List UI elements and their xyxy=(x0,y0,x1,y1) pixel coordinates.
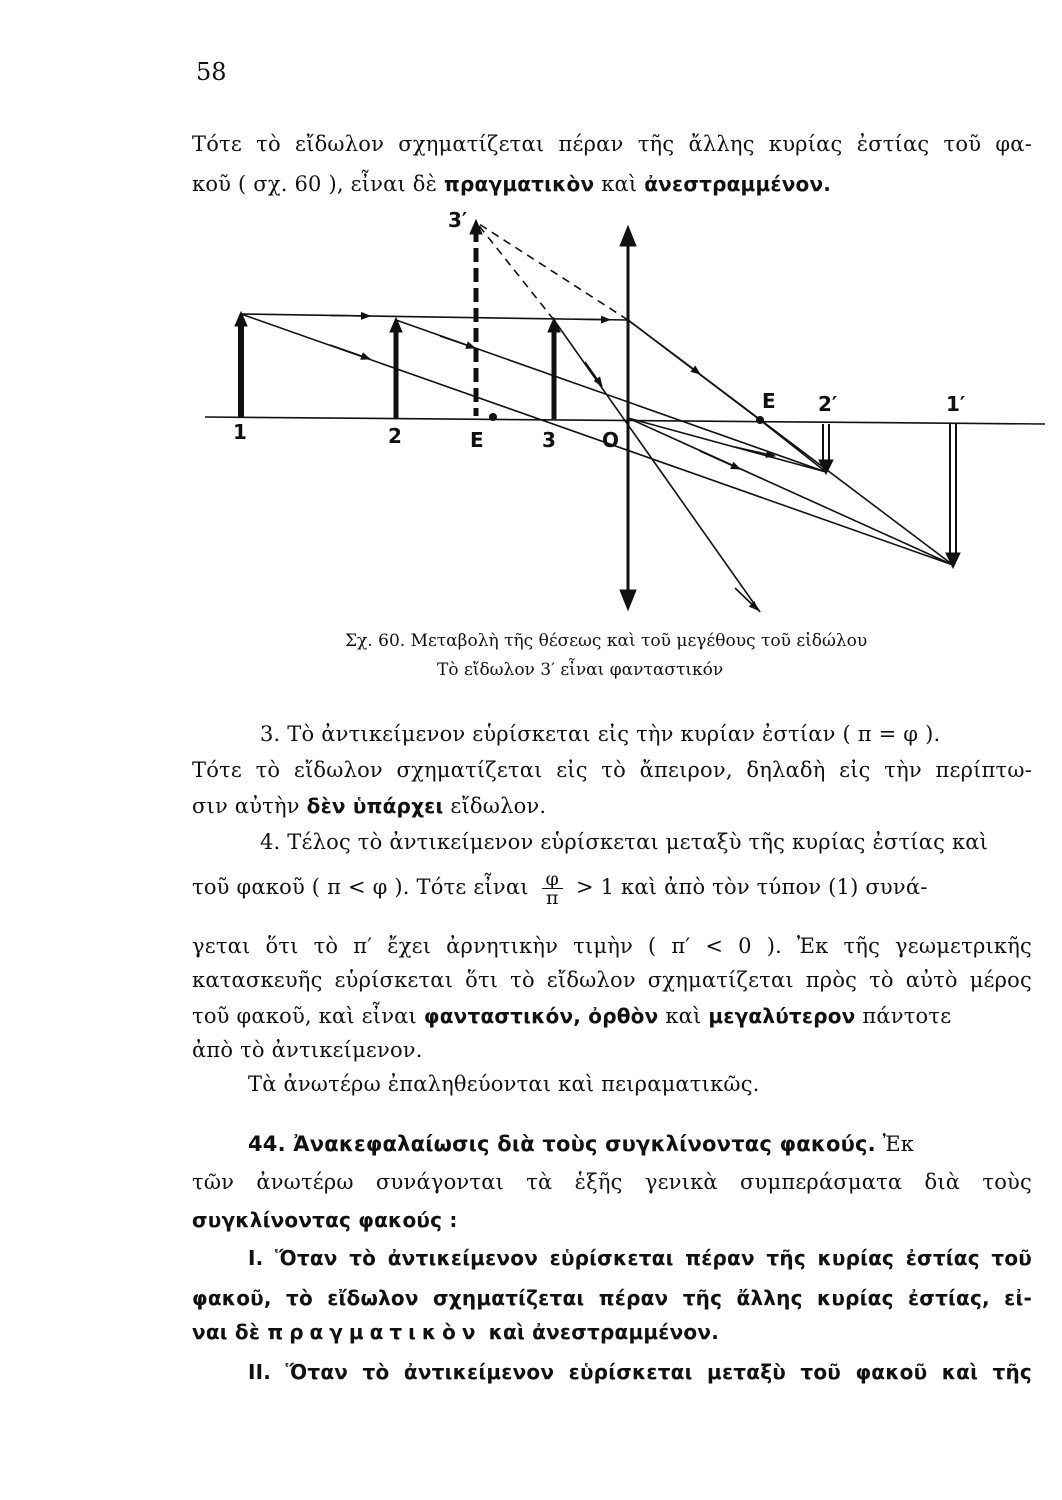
text-fragment: σιν αὐτὴν xyxy=(192,794,300,818)
ray-refracted-2b xyxy=(628,418,953,565)
bold-term-real: πραγματικὸν xyxy=(444,172,595,196)
dashed-extension-1 xyxy=(476,222,628,320)
ray-refracted-2b-arrow xyxy=(700,451,740,469)
section-3-line-2: Τότε τὸ εἴδωλον σχηματίζεται εἰς τὸ ἄπειρον, δηλαδὴ εἰς τὴν περίπτω- xyxy=(192,758,1032,782)
section-44-title: 44. Ἀνακεφαλαίωσις διὰ τοὺς συγκλίνοντας φακούς. xyxy=(248,1132,876,1156)
bold-term-no-image: δὲν ὑπάρχει xyxy=(306,794,444,818)
ray-central-1-arrow xyxy=(330,345,370,359)
text-fragment: τοῦ φακοῦ ( π < φ ). Τότε εἶναι xyxy=(192,875,529,899)
focal-point-left xyxy=(489,413,497,421)
label-o: O xyxy=(602,428,620,452)
text-fragment: > 1 καὶ ἀπὸ τὸν τύπον (1) συνά- xyxy=(575,875,928,899)
conclusion-1-line-1: I. Ὅταν τὸ ἀντικείμενον εὑρίσκεται πέραν τῆς κυρίας ἐστίας τοῦ xyxy=(248,1246,1032,1270)
conclusion-1-line-3 xyxy=(192,1318,1032,1346)
text-fragment: καὶ xyxy=(601,172,638,196)
label-3: 3 xyxy=(542,428,556,452)
ray-focus-right xyxy=(628,320,760,420)
section-3-line-3 xyxy=(192,792,1032,820)
bold-term-larger: μεγαλύτερον xyxy=(708,1004,856,1028)
conclusion-2-line-1: II. Ὅταν τὸ ἀντικείμενον εὑρίσκεται μεταξὺ τοῦ φακοῦ καὶ τῆς xyxy=(248,1360,1032,1384)
text-fragment: καὶ xyxy=(665,1004,702,1028)
ray-central-3-arrow xyxy=(585,362,602,386)
figure-caption-line-1: Σχ. 60. Μεταβολὴ τῆς θέσεως καὶ τοῦ μεγέθους τοῦ εἰδώλου xyxy=(345,631,868,651)
dashed-extension-2 xyxy=(476,222,554,320)
text-fragment: Ἐκ xyxy=(882,1132,915,1156)
bold-term-inverted: ἀνεστραμμένον. xyxy=(644,172,832,196)
conclusion-1-line-2: φακοῦ, τὸ εἴδωλον σχηματίζεται πέραν τῆς ἄλλης κυρίας ἐστίας, εἰ- xyxy=(192,1286,1032,1310)
focal-point-right xyxy=(756,416,764,424)
text-fragment: πάντοτε xyxy=(862,1004,952,1028)
section-4-line-7: Τὰ ἀνωτέρω ἐπαληθεύονται καὶ πειραματικῶς. xyxy=(248,1072,760,1096)
text-fragment: τοῦ φακοῦ, καὶ εἶναι xyxy=(192,1004,417,1028)
section-4-line-1: 4. Τέλος τὸ ἀντικείμενον εὑρίσκεται μεταξὺ τῆς κυρίας ἐστίας καὶ xyxy=(260,830,989,854)
text-fragment: καὶ ἀνεστραμμένον. xyxy=(488,1320,719,1344)
paragraph-top-line-1: Τότε τὸ εἴδωλον σχηματίζεται πέραν τῆς ἄλλης κυρίας ἐστίας τοῦ φα- xyxy=(192,132,1032,156)
fraction-numerator: φ xyxy=(542,870,564,889)
label-3-prime: 3′ xyxy=(448,208,468,232)
ray-parallel-arrow xyxy=(330,315,370,316)
section-3-line-1: 3. Τὸ ἀντικείμενον εὑρίσκεται εἰς τὴν κυρίαν ἐστίαν ( π = φ ). xyxy=(260,722,941,746)
fraction-phi-over-pi xyxy=(542,870,564,907)
lens-arrow-bottom xyxy=(620,590,636,610)
text-fragment: ναι δὲ xyxy=(192,1320,261,1344)
label-e-right: E xyxy=(762,389,776,413)
ray-parallel-1 xyxy=(241,314,628,320)
label-e-left: E xyxy=(470,428,484,452)
ray-focus-right-2 xyxy=(760,420,826,472)
ray-central-3-out-arrow xyxy=(735,588,758,610)
section-44-line-2: τῶν ἀνωτέρω συνάγονται τὰ ἑξῆς γενικὰ συμπεράσματα διὰ τοὺς xyxy=(192,1170,1032,1194)
ray-diagram-figure xyxy=(0,0,1062,700)
spaced-term-real: πραγματικὸν xyxy=(267,1320,482,1344)
lens-arrow-top xyxy=(620,226,636,246)
label-1-prime: 1′ xyxy=(946,392,966,416)
page-number: 58 xyxy=(196,58,227,86)
label-2-prime: 2′ xyxy=(818,392,838,416)
label-1: 1 xyxy=(233,420,247,444)
text-fragment: κοῦ ( σχ. 60 ), εἶναι δὲ xyxy=(192,172,438,196)
ray-central-3 xyxy=(554,320,760,612)
section-44-line-3: συγκλίνοντας φακούς : xyxy=(192,1208,458,1232)
section-4-line-4: κατασκευῆς εὑρίσκεται ὅτι τὸ εἴδωλον σχηματίζεται πρὸς τὸ αὐτὸ μέρος xyxy=(192,968,1032,992)
figure-caption-line-2: Τὸ εἴδωλον 3′ εἶναι φανταστικόν xyxy=(437,660,724,680)
label-2: 2 xyxy=(388,424,402,448)
text-fragment: εἴδωλον. xyxy=(450,794,547,818)
fraction-denominator: π xyxy=(545,887,559,909)
section-4-line-6: ἀπὸ τὸ ἀντικείμενον. xyxy=(192,1038,423,1062)
section-4-line-5 xyxy=(192,1002,1032,1030)
section-44-title-line xyxy=(248,1130,1032,1158)
ray-central-2-arrow xyxy=(440,336,475,348)
ray-parallel-3-arrow xyxy=(575,319,610,320)
section-4-line-2 xyxy=(192,870,1032,907)
image-2-prime-tip xyxy=(819,460,833,474)
bold-term-virtual-upright: φανταστικόν, ὀρθὸν xyxy=(423,1004,659,1028)
section-4-line-3: γεται ὅτι τὸ π′ ἔχει ἀρνητικὴν τιμὴν ( π′ < 0 ). Ἐκ τῆς γεωμετρικῆς xyxy=(192,934,1032,958)
